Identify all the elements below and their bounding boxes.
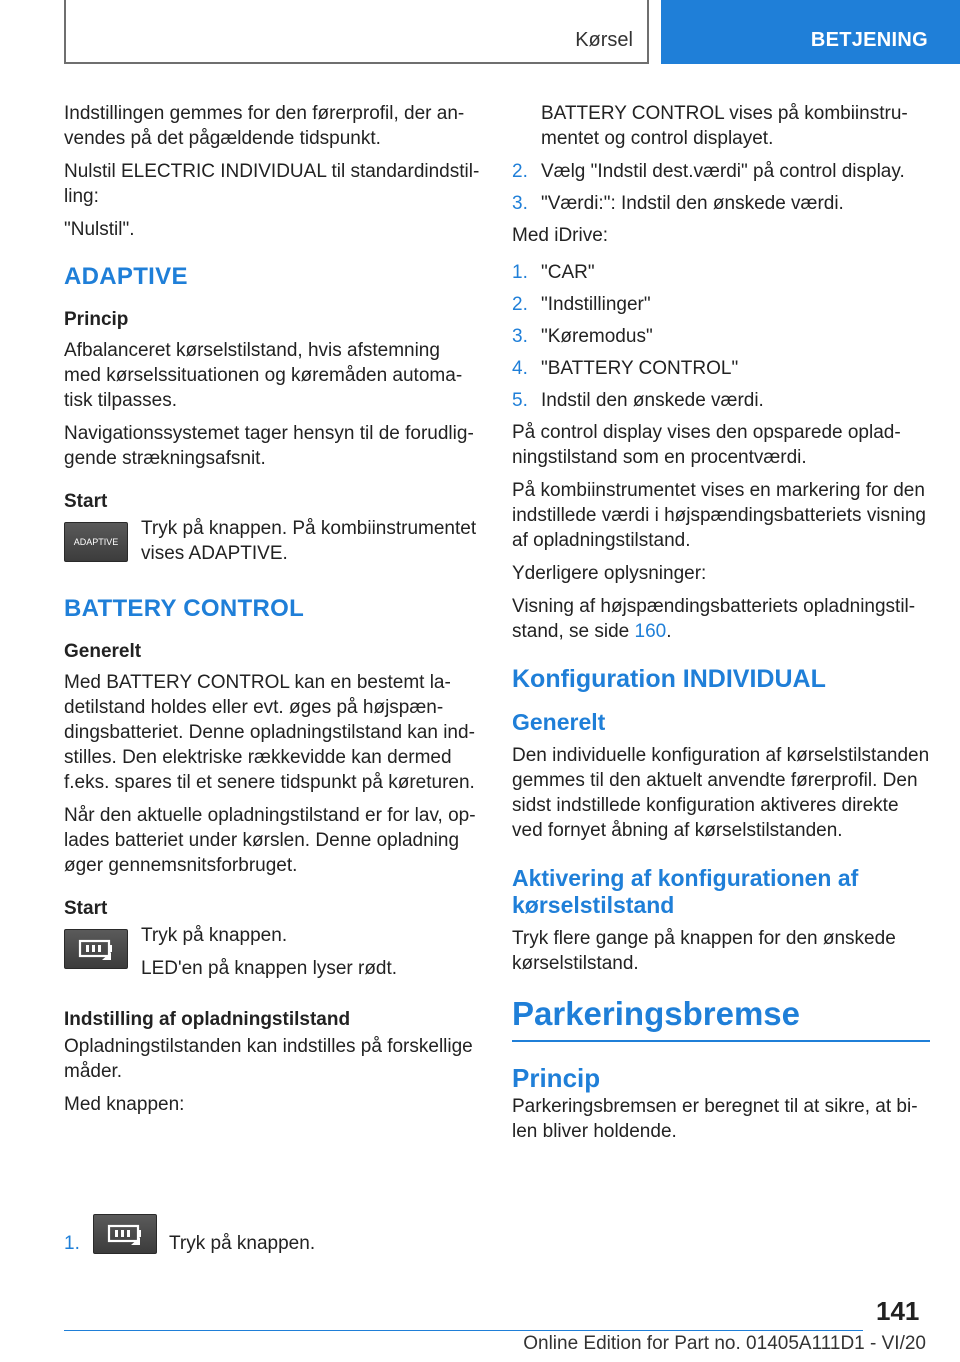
step-number: 3. (512, 326, 528, 347)
adaptive-button-image (64, 522, 128, 562)
paragraph: Med knappen: (64, 1094, 185, 1115)
paragraph: Parkeringsbremsen er beregnet til at sikre, at bilen bliver holdende. (512, 1096, 918, 1142)
indstilling-subheading: Indstilling af opladningstilstand (64, 1009, 351, 1030)
paragraph: Afbalanceret kørselstilstand, hvis afstemning med kørselssituationen og køremåden automatisk tilpasses. (64, 340, 463, 411)
paragraph: BATTERY CONTROL vises på kombiinstrumentet og control displayet. (541, 103, 908, 149)
list-item (512, 159, 930, 184)
parkeringsbremse-heading: Parkeringsbremse (512, 994, 930, 1042)
step-number: 5. (512, 390, 528, 411)
list-item (512, 292, 930, 317)
battery-start-row (64, 923, 482, 989)
paragraph: Med BATTERY CONTROL kan en bestemt ladetilstand holdes eller evt. øges på højspændingsbatteriet. Denne opladningstilstand kan indstilles. Den elektriske rækkevidde kan dermed f.eks. spares til et senere tidspunkt på køreturen. (64, 672, 475, 793)
steps-list-b (512, 260, 930, 413)
step-text: "Indstillinger" (541, 294, 651, 315)
princip-subheading: Princip (64, 309, 129, 330)
princip-heading: Princip (512, 1063, 601, 1093)
footer-divider (64, 1330, 863, 1331)
list-item (512, 324, 930, 349)
reference-end: . (666, 621, 672, 642)
reference-text: Visning af højspændingsbatteriets opladningstilstand, se side (512, 596, 916, 642)
adaptive-heading: ADAPTIVE (64, 263, 188, 290)
page-number: 141 (876, 1296, 920, 1326)
cross-reference-paragraph (512, 594, 930, 644)
footer-edition: Online Edition for Part no. 01405A111D1 - VI/20 (523, 1333, 926, 1354)
step-number: 3. (512, 193, 528, 214)
generelt-subheading: Generelt (64, 641, 142, 662)
step-text: "BATTERY CONTROL" (541, 358, 739, 379)
adaptive-button-label: ADAPTIVE (73, 536, 119, 547)
paragraph: Navigationssystemet tager hensyn til de forudliggende strækningsafsnit. (64, 423, 474, 469)
paragraph: Tryk på knappen. (141, 925, 288, 946)
header-chapter-tab (661, 0, 960, 64)
aktivering-heading: Aktivering af konfigurationen af kørselstilstand (512, 865, 859, 918)
paragraph: Tryk på knappen. På kombiinstrumentet vises ADAPTIVE. (141, 518, 477, 564)
battery-control-icon (78, 936, 114, 962)
paragraph: Når den aktuelle opladningstilstand er for lav, oplades batteriet under kørslen. Denne opladning øger gennemsnitsforbruget. (64, 805, 476, 876)
left-column (64, 101, 482, 1125)
step-text: Tryk på knappen. (169, 1233, 316, 1254)
start-subheading: Start (64, 491, 108, 512)
step-text: "CAR" (541, 262, 595, 283)
adaptive-start-row (64, 516, 482, 574)
header-section-title: Kørsel (575, 29, 633, 51)
step-number: 2. (512, 294, 528, 315)
list-item (512, 356, 930, 381)
battery-control-button-image-2 (93, 1214, 157, 1254)
paragraph: Yderligere oplysninger: (512, 563, 707, 584)
step-number: 4. (512, 358, 528, 379)
paragraph: Nulstil ELECTRIC INDIVIDUAL til standardindstilling: (64, 161, 480, 207)
paragraph: Opladningstilstanden kan indstilles på forskellige måder. (64, 1036, 473, 1082)
list-item (512, 388, 930, 413)
battery-control-icon (107, 1221, 143, 1247)
header-chapter-title: BETJENING (810, 29, 928, 51)
start-subheading-2: Start (64, 898, 108, 919)
list-item (512, 260, 930, 285)
step-number: 2. (512, 161, 528, 182)
list-item (512, 191, 930, 216)
paragraph: Tryk flere gange på knappen for den ønskede kørselstilstand. (512, 928, 896, 974)
generelt-heading: Generelt (512, 709, 606, 735)
paragraph: LED'en på knappen lyser rødt. (141, 958, 398, 979)
step-text: Vælg "Indstil dest.værdi" på control display. (541, 161, 905, 182)
page-reference-link[interactable]: 160 (634, 621, 667, 642)
steps-list-a (512, 159, 930, 216)
battery-control-heading: BATTERY CONTROL (64, 595, 305, 622)
konfiguration-heading: Konfiguration INDIVIDUAL (512, 665, 826, 693)
paragraph: Indstillingen gemmes for den førerprofil, der anvendes på det pågældende tidspunkt. (64, 103, 465, 149)
step-text: "Værdi:": Indstil den ønskede værdi. (541, 193, 844, 214)
step-number: 1. (64, 1233, 80, 1254)
header-section-box (64, 0, 649, 64)
paragraph: Den individuelle konfiguration af kørselstilstanden gemmes til den aktuelt anvendte førerprofil. Den sidst indstillede konfiguration aktiveres direkte ved fornyet åbning af kørselstilstanden. (512, 745, 930, 841)
paragraph: Med iDrive: (512, 225, 609, 246)
step-text: Indstil den ønskede værdi. (541, 390, 764, 411)
paragraph: "Nulstil". (64, 219, 135, 240)
paragraph: På control display vises den opsparede opladningstilstand som en procentværdi. (512, 422, 901, 468)
step-text: "Køremodus" (541, 326, 653, 347)
paragraph: På kombiinstrumentet vises en markering for den indstillede værdi i højspændingsbatteriets visning af opladningstilstand. (512, 480, 926, 551)
battery-control-button-image (64, 929, 128, 969)
right-column (512, 101, 930, 1152)
step-1-row (64, 1214, 482, 1256)
step-number: 1. (512, 262, 528, 283)
